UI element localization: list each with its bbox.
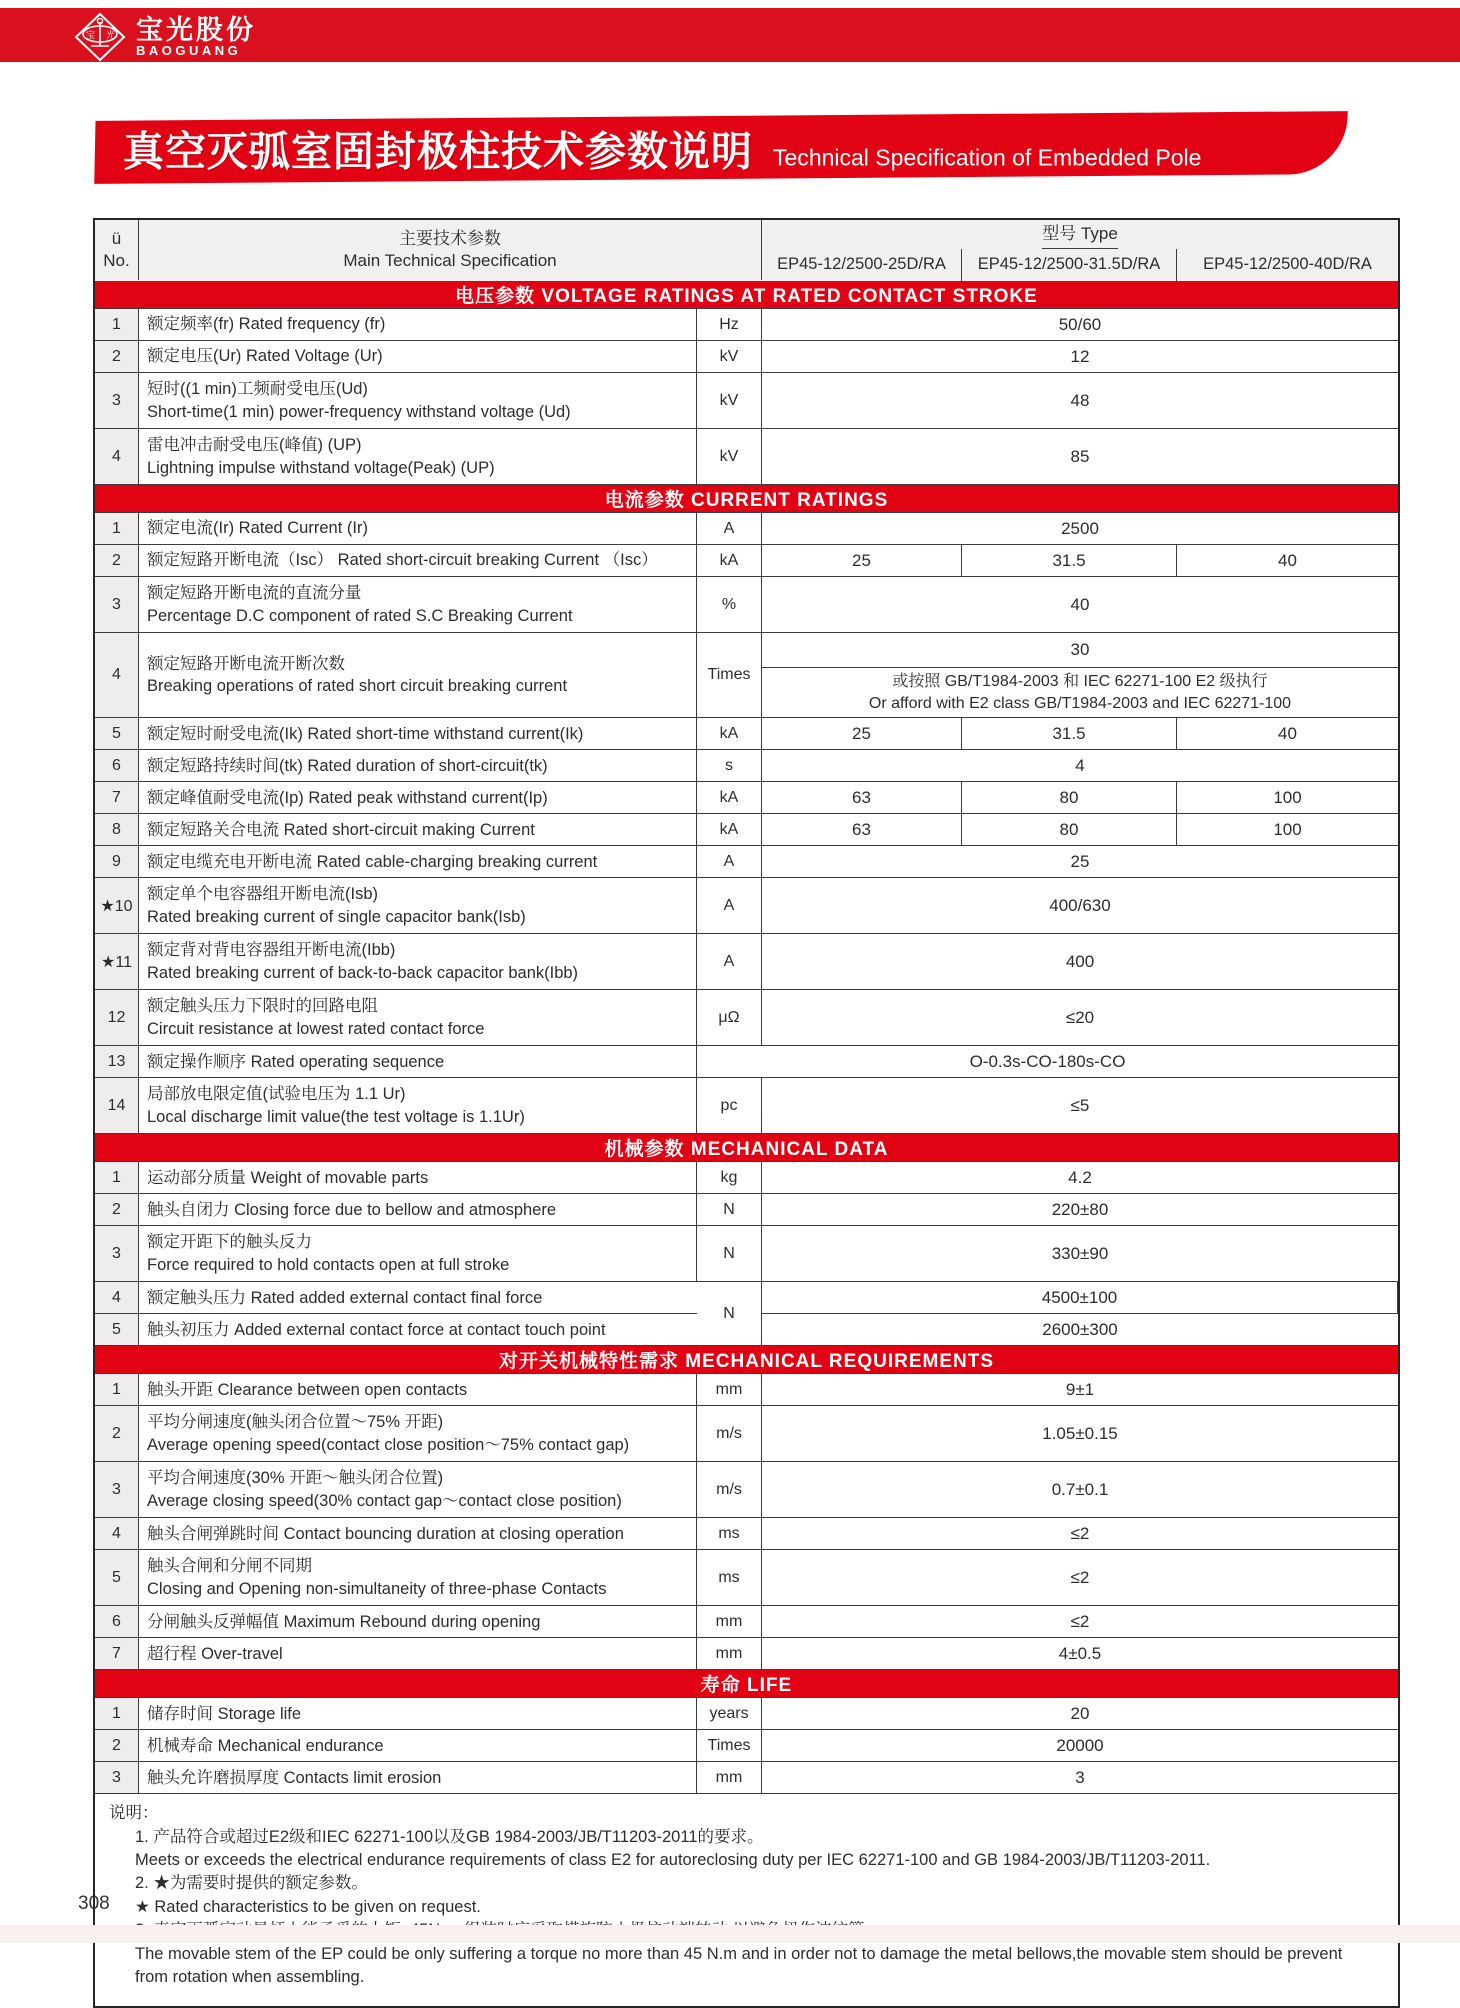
header-type-label: 型号 Type — [1042, 220, 1118, 249]
row-no: 13 — [95, 1046, 139, 1077]
table-row — [95, 1762, 1398, 1794]
row-no: 2 — [95, 1194, 139, 1225]
row-unit: N — [697, 1282, 762, 1345]
row-value: 63 — [762, 782, 962, 813]
row-unit: Times — [697, 633, 762, 717]
row-value: 1.05±0.15 — [1042, 1423, 1118, 1443]
row-unit: mm — [697, 1374, 762, 1405]
row-label — [139, 814, 697, 845]
row-label — [139, 373, 697, 428]
svg-text:光: 光 — [106, 30, 116, 40]
row-label-zh: 超行程 Over-travel — [147, 1644, 283, 1663]
row-unit: A — [697, 513, 762, 544]
row-value: 4 — [1075, 755, 1085, 775]
header-type-group — [762, 220, 1398, 281]
note-line-4: ★ Rated characteristics to be given on request. — [135, 1897, 481, 1916]
row-label-zh: 平均分闸速度(触头闭合位置～75% 开距) — [147, 1413, 444, 1432]
spec-table — [93, 218, 1400, 2008]
section-bar: 寿命 LIFE — [95, 1670, 1398, 1698]
table-row — [95, 1606, 1398, 1638]
row-label-en: Circuit resistance at lowest rated contact force — [147, 1019, 485, 1038]
row-unit: mm — [697, 1638, 762, 1669]
row-label-zh: 触头自闭力 Closing force due to bellow and atmosphere — [147, 1200, 557, 1219]
row-no: 5 — [95, 1550, 139, 1605]
row-no: 6 — [95, 1606, 139, 1637]
row-value: 85 — [1070, 446, 1090, 466]
notes-lines — [109, 1826, 1378, 1990]
row-label — [139, 1550, 697, 1605]
brand-name — [136, 16, 256, 59]
row-unit: kA — [697, 718, 762, 749]
footer-strip — [0, 1925, 1460, 1943]
row-unit: m/s — [697, 1462, 762, 1517]
row-value: 25 — [762, 718, 962, 749]
row-label-zh: 额定短时耐受电流(Ik) Rated short-time withstand current(Ik) — [147, 724, 584, 743]
row-unit: N — [697, 1226, 762, 1281]
row-value: 40 — [1278, 550, 1297, 570]
row-label-zh: 额定开距下的触头反力 — [147, 1233, 312, 1252]
row-value: ≤2 — [1070, 1523, 1090, 1543]
row-value: 25 — [762, 545, 962, 576]
row-label-zh: 局部放电限定值(试验电压为 1.1 Ur) — [147, 1085, 406, 1104]
row-label-en: Breaking operations of rated short circuit breaking current — [147, 677, 568, 696]
row-value: 2500 — [1061, 518, 1099, 538]
row-label — [139, 1162, 697, 1193]
row-label — [139, 934, 697, 989]
header-type-3: EP45-12/2500-40D/RA — [1203, 255, 1372, 274]
row-label — [139, 878, 697, 933]
table-row — [95, 633, 1398, 718]
row-label — [139, 1078, 697, 1133]
row-label-zh: 触头合闸弹跳时间 Contact bouncing duration at closing operation — [147, 1524, 624, 1543]
row-unit: years — [697, 1698, 762, 1729]
row-value: 40 — [1070, 594, 1090, 614]
row-label-zh: 额定峰值耐受电流(Ip) Rated peak withstand current(Ip) — [147, 788, 548, 807]
row-value: ≤5 — [1070, 1095, 1090, 1115]
row-label-zh: 触头开距 Clearance between open contacts — [147, 1380, 468, 1399]
row-value: 40 — [1278, 723, 1297, 743]
row-value: 2600±300 — [1042, 1319, 1118, 1339]
brand-name-zh: 宝光股份 — [136, 14, 256, 45]
row-unit: kA — [697, 814, 762, 845]
row-label — [139, 309, 697, 340]
header-main-en: Main Technical Specification — [343, 251, 557, 270]
note-line-1: 1. 产品符合或超过E2级和IEC 62271-100以及GB 1984-2003/JB/T11203-2011的要求。 — [135, 1827, 764, 1846]
table-row — [95, 990, 1398, 1046]
page-number: 308 — [78, 1893, 110, 1914]
row-label — [139, 1518, 697, 1549]
row-label — [139, 545, 697, 576]
row-no: 3 — [95, 1462, 139, 1517]
row-value: 20 — [1070, 1703, 1090, 1723]
table-row — [95, 373, 1398, 429]
row-unit: kV — [697, 341, 762, 372]
table-row — [95, 1518, 1398, 1550]
row-unit: Hz — [697, 309, 762, 340]
section-bar: 机械参数 MECHANICAL DATA — [95, 1134, 1398, 1162]
row-unit: pc — [697, 1078, 762, 1133]
row-label — [139, 513, 697, 544]
row-label-zh: 额定触头压力 Rated added external contact final force — [147, 1288, 543, 1307]
row-label — [139, 990, 697, 1045]
row-no: 7 — [95, 782, 139, 813]
table-row — [95, 1374, 1398, 1406]
pair-values — [762, 1282, 1398, 1345]
row-no: 1 — [95, 1374, 139, 1405]
row-label-en: Short-time(1 min) power-frequency withstand voltage (Ud) — [147, 402, 571, 421]
row-label-zh: 额定电压(Ur) Rated Voltage (Ur) — [147, 347, 383, 366]
row-label-zh: 雷电冲击耐受电压(峰值) (UP) — [147, 436, 362, 455]
table-row — [95, 1638, 1398, 1670]
row-label — [139, 1046, 697, 1077]
row-value: 4500±100 — [762, 1282, 1398, 1314]
row-label-zh: 短时((1 min)工频耐受电压(Ud) — [147, 380, 368, 399]
row-no: 4 — [95, 429, 139, 484]
table-row — [95, 429, 1398, 485]
header-main-cell — [139, 220, 762, 280]
row-label-en: Percentage D.C component of rated S.C Breaking Current — [147, 606, 573, 625]
note-line-3: 2. ★为需要时提供的额定参数。 — [135, 1874, 368, 1893]
row-label — [139, 1314, 697, 1345]
row-value: 3 — [1075, 1767, 1085, 1787]
row-label-zh: 额定操作顺序 Rated operating sequence — [147, 1052, 445, 1071]
table-row — [95, 1698, 1398, 1730]
row-label — [139, 1638, 697, 1669]
row-no: ★11 — [95, 934, 139, 989]
row-value: 31.5 — [962, 718, 1177, 749]
row-label — [139, 718, 697, 749]
row-value: 80 — [962, 782, 1177, 813]
spec-table-body — [95, 281, 1398, 1794]
row-label-zh: 额定电缆充电开断电流 Rated cable-charging breaking current — [147, 852, 598, 871]
row-label-zh: 运动部分质量 Weight of movable parts — [147, 1168, 429, 1187]
notes-title: 说明： — [109, 1804, 159, 1823]
row-no: 14 — [95, 1078, 139, 1133]
row-value: 63 — [762, 814, 962, 845]
row-label-zh: 机械寿命 Mechanical endurance — [147, 1736, 384, 1755]
row-label-zh: 触头合闸和分闸不同期 — [147, 1557, 312, 1576]
row-no: 2 — [95, 545, 139, 576]
table-row — [95, 846, 1398, 878]
row-unit: A — [697, 878, 762, 933]
row-label — [139, 1730, 697, 1761]
row-value: 12 — [1070, 346, 1090, 366]
row-no: ★10 — [95, 878, 139, 933]
row-unit: kg — [697, 1162, 762, 1193]
pair-left — [95, 1282, 697, 1345]
row-unit: kA — [697, 545, 762, 576]
row-value: 330±90 — [1051, 1243, 1109, 1263]
stacked-bottom-line-2: Or afford with E2 class GB/T1984-2003 and IEC 62271-100 — [868, 694, 1292, 712]
header-type-2: EP45-12/2500-31.5D/RA — [962, 249, 1177, 281]
row-label-zh: 触头允许磨损厚度 Contacts limit erosion — [147, 1768, 442, 1787]
note-line-2: Meets or exceeds the electrical endurance requirements of class E2 for autoreclosing duty per IEC 62271-100 and GB 1984-2003/JB/T11203-2011. — [135, 1851, 1211, 1870]
table-row — [95, 577, 1398, 633]
table-row — [95, 1078, 1398, 1134]
table-row — [95, 1162, 1398, 1194]
row-no: 3 — [95, 1762, 139, 1793]
row-label-en: Local discharge limit value(the test voltage is 1.1Ur) — [147, 1107, 525, 1126]
row-value: 25 — [1070, 851, 1090, 871]
table-row — [95, 1462, 1398, 1518]
row-no: 5 — [95, 1314, 139, 1345]
row-unit: Times — [697, 1730, 762, 1761]
table-row — [95, 1730, 1398, 1762]
table-row — [95, 1226, 1398, 1282]
row-label-zh: 分闸触头反弹幅值 Maximum Rebound during opening — [147, 1612, 541, 1631]
row-unit: A — [697, 934, 762, 989]
page-title-zh: 真空灭弧室固封极柱技术参数说明 — [122, 128, 754, 175]
header-main-zh: 主要技术参数 — [399, 228, 501, 248]
header-no-line2: No. — [103, 251, 130, 270]
row-value: 400/630 — [1049, 895, 1111, 915]
row-unit: m/s — [697, 1406, 762, 1461]
table-row — [95, 750, 1398, 782]
note-line-6: The movable stem of the EP could be only suffering a torque no more than 45 N.m and in order not to damage the metal bellows,the movable stem should be prevent from rotation when assembling. — [135, 1944, 1343, 1987]
table-row-pair — [95, 1282, 1398, 1346]
page-title-ribbon — [94, 111, 1348, 184]
row-value: 80 — [962, 814, 1177, 845]
baoguang-diamond-logo-icon — [74, 12, 126, 62]
table-row — [95, 309, 1398, 341]
row-value: 100 — [1273, 787, 1302, 807]
section-bar: 电压参数 VOLTAGE RATINGS AT RATED CONTACT STROKE — [95, 281, 1398, 309]
row-no: 5 — [95, 718, 139, 749]
section-bar: 电流参数 CURRENT RATINGS — [95, 485, 1398, 513]
row-label-en: Closing and Opening non-simultaneity of three-phase Contacts — [147, 1579, 607, 1598]
row-value: 400 — [1065, 951, 1095, 971]
table-row — [95, 1550, 1398, 1606]
row-label-zh: 额定触头压力下限时的回路电阻 — [147, 997, 378, 1016]
row-label — [139, 429, 697, 484]
row-value: 9±1 — [1065, 1379, 1095, 1399]
row-label-zh: 额定短路关合电流 Rated short-circuit making Current — [147, 820, 535, 839]
row-label-en: Average opening speed(contact close position～75% contact gap) — [147, 1435, 630, 1454]
row-label — [139, 750, 697, 781]
table-row — [95, 1314, 697, 1345]
row-unit: μΩ — [697, 990, 762, 1045]
header-no-cell — [95, 220, 139, 280]
row-value: 50/60 — [1058, 314, 1102, 334]
table-row — [95, 718, 1398, 750]
row-value-stacked — [762, 633, 1398, 717]
row-value: 31.5 — [962, 545, 1177, 576]
table-row — [95, 1282, 697, 1314]
notes-block — [95, 1794, 1398, 2005]
brand-logo — [74, 12, 256, 62]
row-no: 7 — [95, 1638, 139, 1669]
row-label — [139, 1606, 697, 1637]
row-label — [139, 1194, 697, 1225]
row-label-en: Lightning impulse withstand voltage(Peak) (UP) — [147, 458, 495, 477]
row-label-zh: 额定短路开断电流（Isc） Rated short-circuit breaking Current （Isc） — [147, 551, 658, 570]
row-unit: kA — [697, 782, 762, 813]
stacked-bottom-line-1: 或按照 GB/T1984-2003 和 IEC 62271-100 E2 级执行 — [892, 673, 1268, 690]
row-no: 2 — [95, 341, 139, 372]
row-value: 48 — [1070, 390, 1090, 410]
stacked-bottom-value — [762, 668, 1398, 717]
row-label — [139, 1226, 697, 1281]
row-no: 4 — [95, 633, 139, 717]
row-label-zh: 额定频率(fr) Rated frequency (fr) — [147, 315, 386, 334]
row-label-zh: 平均合闸速度(30% 开距～触头闭合位置) — [147, 1469, 444, 1488]
row-label — [139, 1762, 697, 1793]
row-no: 6 — [95, 750, 139, 781]
brand-name-en: BAOGUANG — [136, 43, 242, 59]
row-label — [139, 1462, 697, 1517]
row-label — [139, 846, 697, 877]
row-value: ≤2 — [1070, 1611, 1090, 1631]
row-no: 3 — [95, 1226, 139, 1281]
svg-text:宝: 宝 — [86, 30, 96, 40]
stacked-top-value: 30 — [762, 633, 1398, 668]
row-no: 2 — [95, 1406, 139, 1461]
row-label-en: Rated breaking current of single capacitor bank(Isb) — [147, 907, 526, 926]
row-unit: s — [697, 750, 762, 781]
row-no: 2 — [95, 1730, 139, 1761]
row-unit: N — [697, 1194, 762, 1225]
row-label — [139, 1282, 697, 1313]
row-label-zh: 储存时间 Storage life — [147, 1704, 302, 1723]
row-unit: mm — [697, 1762, 762, 1793]
row-no: 8 — [95, 814, 139, 845]
page-title-en: Technical Specification of Embedded Pole — [773, 144, 1202, 171]
row-value: ≤2 — [1070, 1567, 1090, 1587]
row-label — [139, 782, 697, 813]
row-no: 4 — [95, 1282, 139, 1313]
row-label-zh: 触头初压力 Added external contact force at contact touch point — [147, 1320, 606, 1339]
row-label — [139, 1406, 697, 1461]
row-label — [139, 341, 697, 372]
row-label — [139, 1698, 697, 1729]
table-row — [95, 1406, 1398, 1462]
row-label-zh: 额定单个电容器组开断电流(Isb) — [147, 885, 378, 904]
spec-table-header — [95, 220, 1398, 281]
row-unit: kV — [697, 373, 762, 428]
table-row — [95, 1046, 1398, 1078]
row-label-en: Average closing speed(30% contact gap～contact close position) — [147, 1491, 622, 1510]
row-no: 4 — [95, 1518, 139, 1549]
row-unit: ms — [697, 1518, 762, 1549]
row-unit: ms — [697, 1550, 762, 1605]
header-type-1: EP45-12/2500-25D/RA — [762, 249, 962, 281]
row-value-merged: O-0.3s-CO-180s-CO — [969, 1051, 1126, 1071]
brand-banner — [0, 8, 1460, 62]
row-label-en: Force required to hold contacts open at full stroke — [147, 1255, 510, 1274]
row-label — [139, 633, 697, 717]
row-label-zh: 额定电流(Ir) Rated Current (Ir) — [147, 519, 368, 538]
row-label-zh: 额定短路开断电流开断次数 — [147, 654, 345, 673]
table-row — [95, 934, 1398, 990]
row-label — [139, 1374, 697, 1405]
table-row — [95, 545, 1398, 577]
row-value: 4±0.5 — [1058, 1643, 1102, 1663]
row-no: 1 — [95, 513, 139, 544]
row-value: ≤20 — [1065, 1007, 1095, 1027]
row-no: 3 — [95, 373, 139, 428]
table-row — [95, 814, 1398, 846]
table-row — [95, 1194, 1398, 1226]
table-row — [95, 782, 1398, 814]
header-no-line1: ü — [111, 228, 122, 248]
row-unit: % — [697, 577, 762, 632]
row-value: 0.7±0.1 — [1051, 1479, 1109, 1499]
row-label — [139, 577, 697, 632]
row-value: 100 — [1273, 819, 1302, 839]
row-no: 3 — [95, 577, 139, 632]
row-label-zh: 额定短路开断电流的直流分量 — [147, 584, 362, 603]
row-label-zh: 额定短路持续时间(tk) Rated duration of short-circuit(tk) — [147, 756, 548, 775]
table-row — [95, 878, 1398, 934]
row-no: 1 — [95, 1698, 139, 1729]
row-label-en: Rated breaking current of back-to-back capacitor bank(Ibb) — [147, 963, 579, 982]
row-value: 220±80 — [1051, 1199, 1109, 1219]
row-value: 20000 — [1056, 1735, 1104, 1755]
row-no: 12 — [95, 990, 139, 1045]
row-unit: kV — [697, 429, 762, 484]
table-row — [95, 513, 1398, 545]
row-no: 1 — [95, 1162, 139, 1193]
row-unit: mm — [697, 1606, 762, 1637]
row-no: 9 — [95, 846, 139, 877]
row-label-zh: 额定背对背电容器组开断电流(Ibb) — [147, 941, 396, 960]
section-bar: 对开关机械特性需求 MECHANICAL REQUIREMENTS — [95, 1346, 1398, 1374]
row-unit: A — [697, 846, 762, 877]
row-value: 4.2 — [1068, 1167, 1092, 1187]
row-no: 1 — [95, 309, 139, 340]
table-row — [95, 341, 1398, 373]
